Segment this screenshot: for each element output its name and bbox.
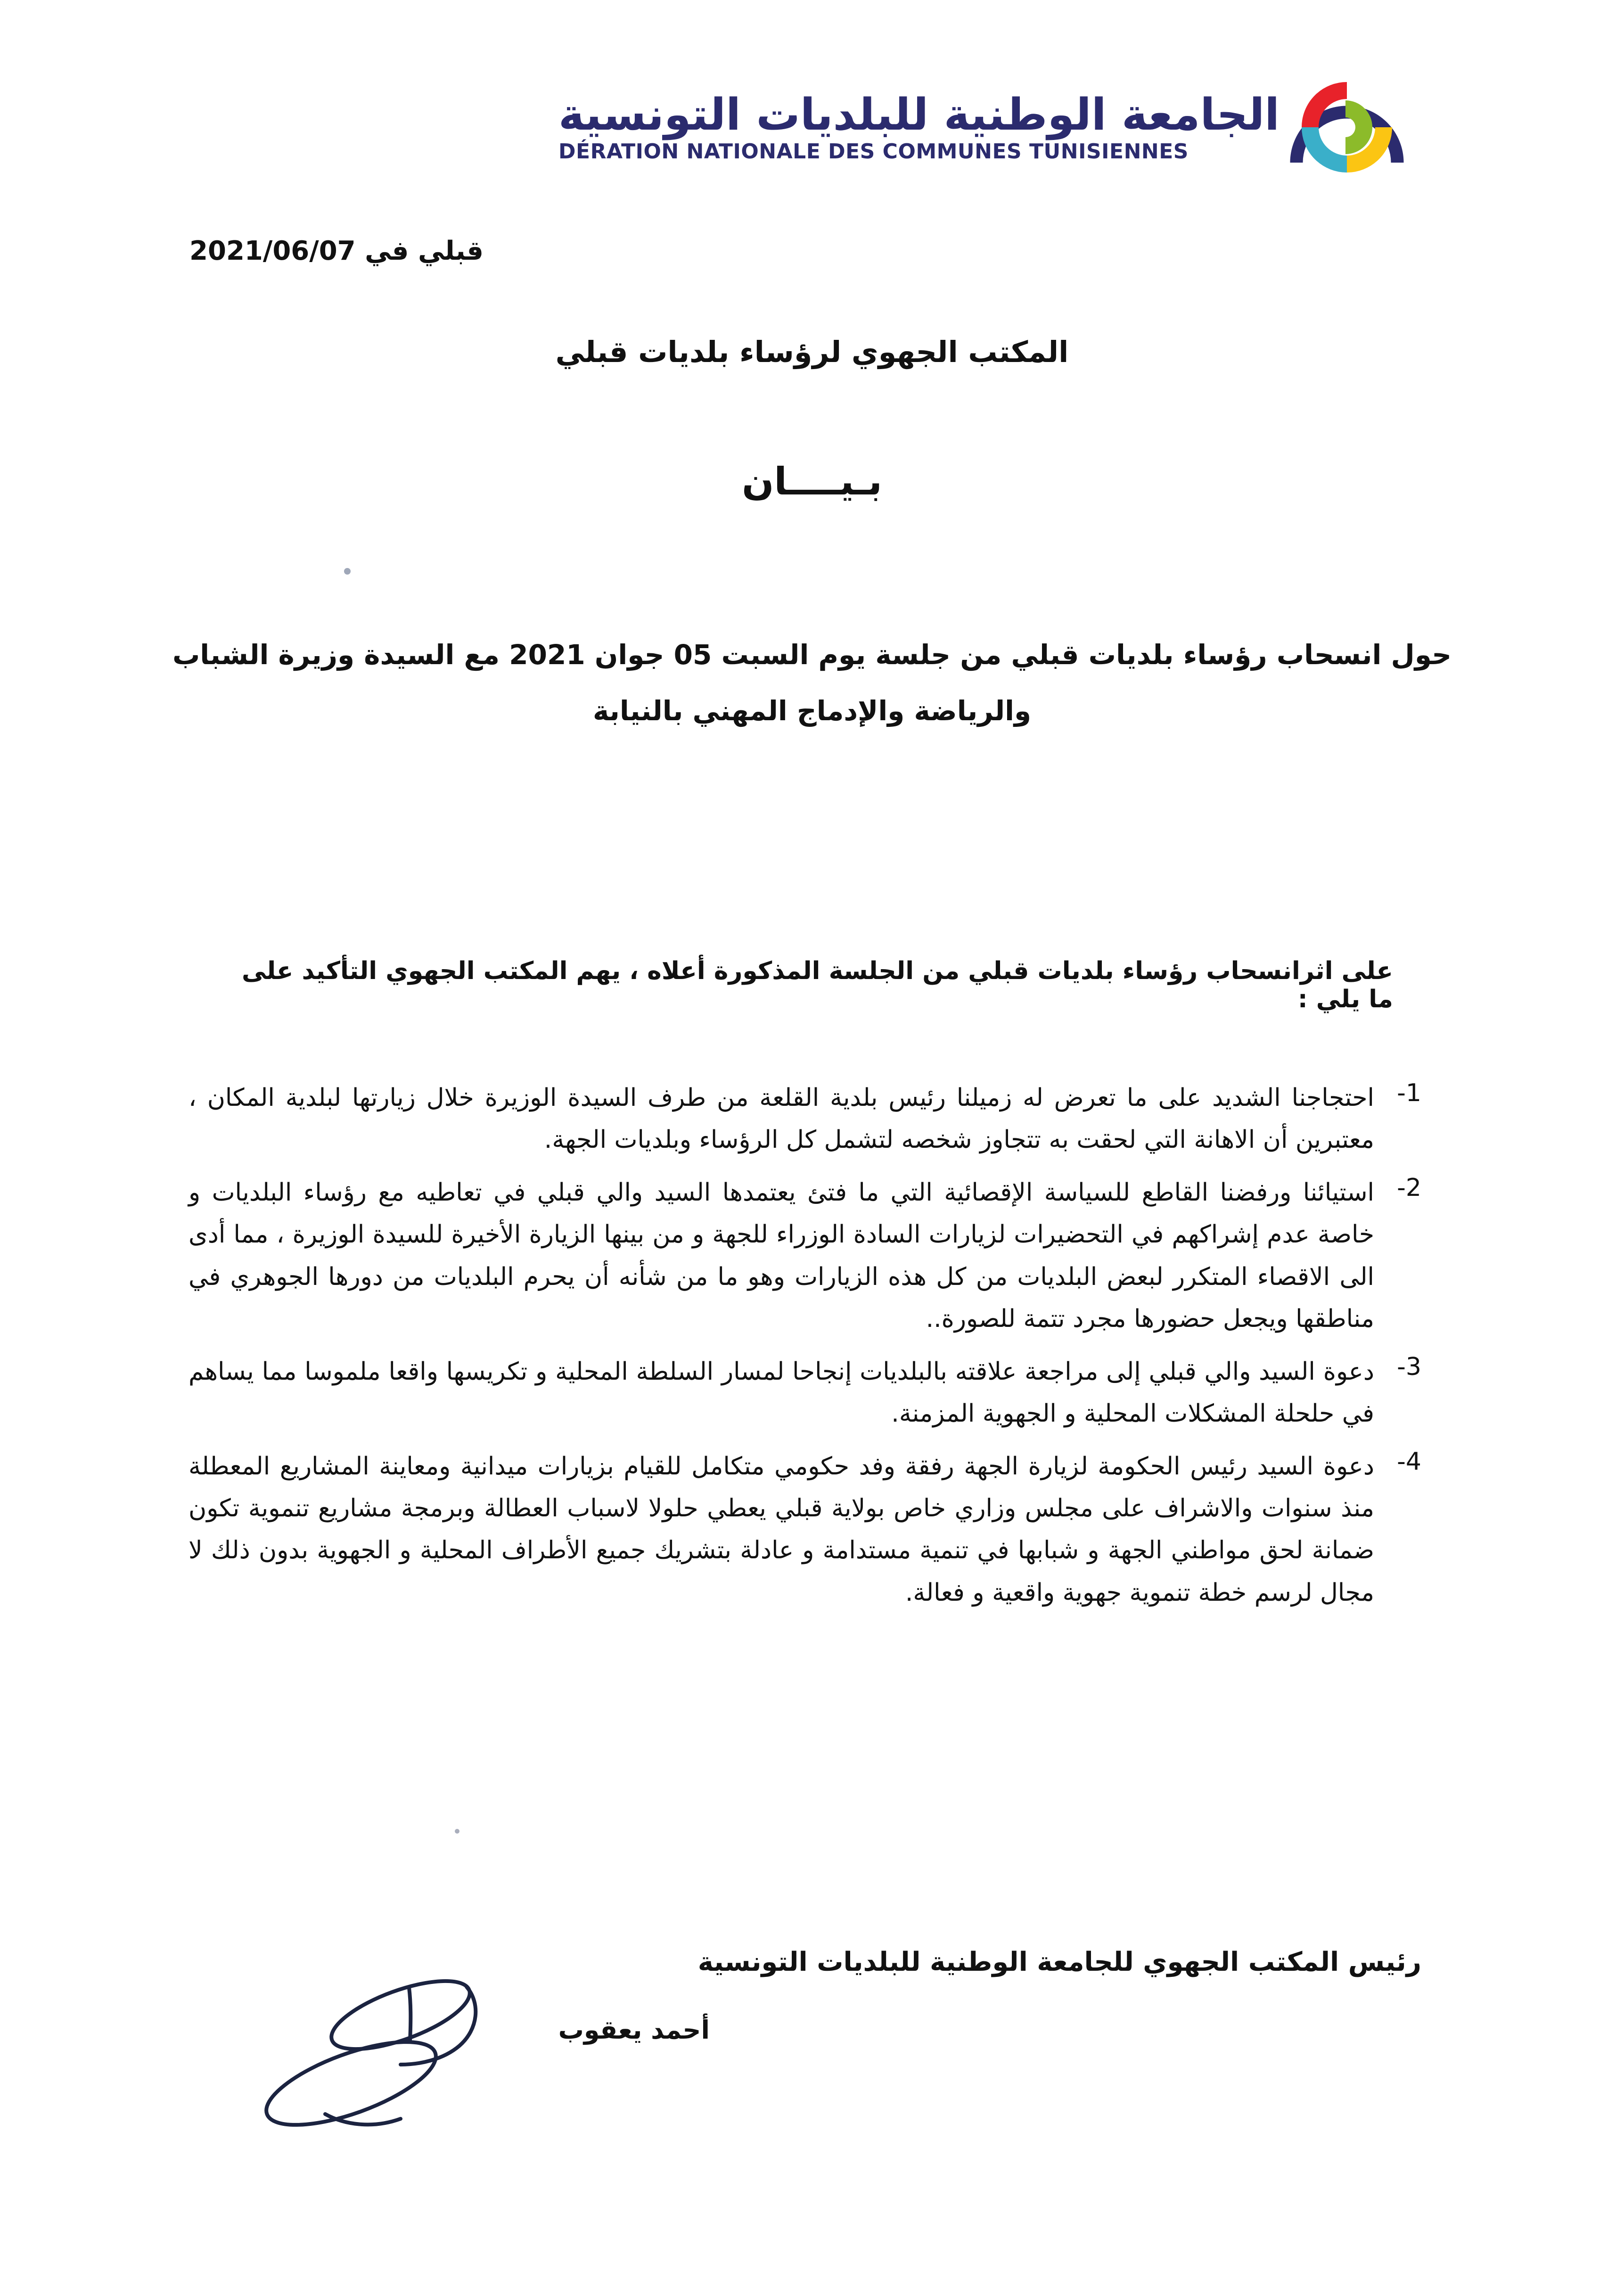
- list-item-number: 2-: [1397, 1173, 1421, 1202]
- demands-list: [189, 1077, 1421, 1624]
- list-item-text: دعوة السيد رئيس الحكومة لزيارة الجهة رفقة وفد حكومي متكامل للقيام بزيارات ميدانية ومعاينة المشاريع المعطلة منذ سنوات والاشراف على مجلس وزاري خاص بولاية قبلي يعطي حلولا لاسباب العطالة وبرمجة مشاريع تنموية تكون ضمانة لحق مواطني الجهة و شبابها في تنمية مستدامة و عادلة بتشريك جميع الأطراف المحلية و الجهوية بدون ذلك لا مجال لرسم خطة تنموية جهوية واقعية و فعالة.: [189, 1452, 1374, 1607]
- logo-arabic-name: الجامعة الوطنية للبلديات التونسية: [558, 89, 1280, 140]
- intro-paragraph: على اثرانسحاب رؤساء بلديات قبلي من الجلسة المذكورة أعلاه ، يهم المكتب الجهوي التأكيد على ما يلي :: [242, 957, 1393, 1013]
- list-item: [189, 1351, 1421, 1435]
- document-title: بـيــــان: [742, 460, 882, 503]
- organization-logo: [558, 66, 1280, 189]
- scan-speck-lower: [455, 1829, 459, 1834]
- list-item-text: استيائنا ورفضنا القاطع للسياسة الإقصائية التي ما فتئ يعتمدها السيد والي قبلي في تعاطيه مع رؤساء البلديات و خاصة عدم إشراكهم في التحضيرات لزيارات السادة الوزراء للجهة و من بينها الزيارة الأخيرة للسيدة الوزيرة ، مما أدى الى الاقصاء المتكرر لبعض البلديات من كل هذه الزيارات وهو ما من شأنه أن يحرم البلديات من دورها الجوهري في مناطقها ويجعل حضورها مجرد تتمة للصورة..: [189, 1178, 1374, 1333]
- office-title: المكتب الجهوي لرؤساء بلديات قبلي: [555, 335, 1069, 369]
- list-item: [189, 1077, 1421, 1161]
- list-item: [189, 1446, 1421, 1614]
- date-line: قبلي في 2021/06/07: [189, 236, 484, 266]
- handwritten-signature: [245, 1959, 537, 2156]
- list-item-text: دعوة السيد والي قبلي إلى مراجعة علاقته بالبلديات إنجاحا لمسار السلطة المحلية و تكريسها واقعا ملموسا مما يساهم في حلحلة المشكلات المحلية و الجهوية المزمنة.: [189, 1357, 1374, 1428]
- logo-french-name: DÉRATION NATIONALE DES COMMUNES TUNISIENNES: [558, 139, 1189, 164]
- logo-text-block: [558, 89, 1280, 164]
- scan-speck: [344, 568, 351, 575]
- document-subject: حول انسحاب رؤساء بلديات قبلي من جلسة يوم السبت 05 جوان 2021 مع السيدة وزيرة الشباب والرياضة والإدماج المهني بالنيابة: [172, 639, 1452, 727]
- list-item-number: 1-: [1397, 1079, 1421, 1107]
- logo-mark-icon: [1288, 68, 1406, 186]
- list-item-number: 3-: [1397, 1352, 1421, 1381]
- signature-name: أحمد يعقوب: [558, 2015, 710, 2045]
- signature-title: رئيس المكتب الجهوي للجامعة الوطنية للبلديات التونسية: [697, 1947, 1421, 1977]
- list-item-text: احتجاجنا الشديد على ما تعرض له زميلنا رئيس بلدية القلعة من طرف السيدة الوزيرة خلال زيارتها لبلدية المكان ، معتبرين أن الاهانة التي لحقت به تتجاوز شخصه لتشمل كل الرؤساء وبلديات الجهة.: [189, 1084, 1374, 1154]
- list-item-number: 4-: [1397, 1447, 1421, 1476]
- list-item: [189, 1172, 1421, 1341]
